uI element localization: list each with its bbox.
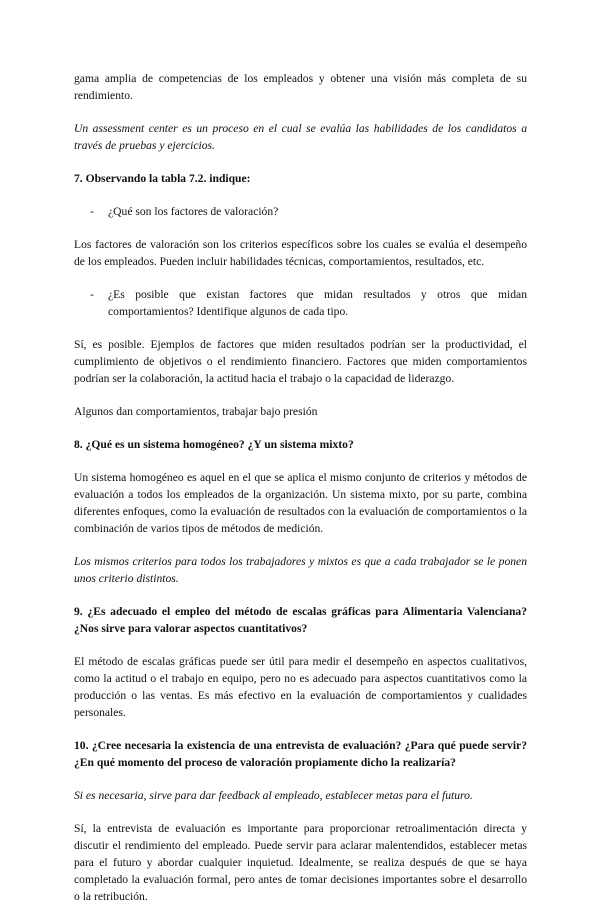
bullet-text: ¿Qué son los factores de valoración? <box>108 205 279 218</box>
question-9-heading: 9. ¿Es adecuado el empleo del método de escalas gráficas para Alimentaria Valenciana? ¿Nos sirve para valorar aspectos cuantitativos? <box>74 605 527 635</box>
paragraph-si-es-necesaria: Si es necesaria, sirve para dar feedback al empleado, establecer metas para el futuro. <box>74 789 473 802</box>
paragraph-factores-valoracion: Los factores de valoración son los criterios específicos sobre los cuales se evalúa el desempeño de los empleados. Pueden incluir habilidades técnicas, comportamientos, resultados, etc. <box>74 238 527 268</box>
paragraph-algunos: Algunos dan comportamientos, trabajar bajo presión <box>74 405 318 418</box>
document-page <box>74 70 527 921</box>
paragraph-si-es-posible: Sí, es posible. Ejemplos de factores que miden resultados podrían ser la productividad, el cumplimiento de objetivos o el rendimiento financiero. Factores que miden comportamientos podrían ser la colaboración, la actitud hacia el trabajo o la capacidad de liderazgo. <box>74 338 527 385</box>
question-7-heading: 7. Observando la tabla 7.2. indique: <box>74 172 251 185</box>
paragraph-mismos-criterios: Los mismos criterios para todos los trabajadores y mixtos es que a cada trabajador se le ponen unos criterio distintos. <box>74 555 527 585</box>
paragraph-competencias: gama amplia de competencias de los empleados y obtener una visión más completa de su rendimiento. <box>74 72 527 102</box>
bullet-dash: - <box>90 205 94 218</box>
question-8-heading: 8. ¿Qué es un sistema homogéneo? ¿Y un sistema mixto? <box>74 438 354 451</box>
bullet-dash: - <box>90 288 94 301</box>
paragraph-sistema-homogeneo: Un sistema homogéneo es aquel en el que se aplica el mismo conjunto de criterios y métodos de evaluación a todos los empleados de la organización. Un sistema mixto, por su parte, combina diferentes enfoques, como la evaluación de resultados con la evaluación de comportamientos o la combinación de varios tipos de métodos de medición. <box>74 471 527 535</box>
paragraph-assessment-center: Un assessment center es un proceso en el cual se evalúa las habilidades de los candidatos a través de pruebas y ejercicios. <box>74 122 527 152</box>
paragraph-metodo-escalas: El método de escalas gráficas puede ser útil para medir el desempeño en aspectos cualitativos, como la actitud o el trabajo en equipo, pero no es adecuado para aspectos cuantitativos como la producción o las ventas. Es más efectivo en la evaluación de comportamientos y cualidades personales. <box>74 655 527 719</box>
paragraph-entrevista-evaluacion: Sí, la entrevista de evaluación es importante para proporcionar retroalimentación directa y discutir el rendimiento del empleado. Puede servir para aclarar malentendidos, establecer metas para el futuro y abordar cualquier inquietud. Idealmente, se realiza después de que se haya completado la evaluación formal, pero antes de tomar decisiones importantes sobre el desarrollo o la retribución. <box>74 822 527 903</box>
bullet-item-factores <box>74 203 527 220</box>
bullet-item-resultados-comportamientos <box>74 286 527 320</box>
question-10-heading: 10. ¿Cree necesaria la existencia de una entrevista de evaluación? ¿Para qué puede servir? ¿En qué momento del proceso de valoración propiamente dicho la realizaría? <box>74 739 527 769</box>
bullet-text: ¿Es posible que existan factores que midan resultados y otros que midan comportamientos? Identifique algunos de cada tipo. <box>108 288 527 318</box>
